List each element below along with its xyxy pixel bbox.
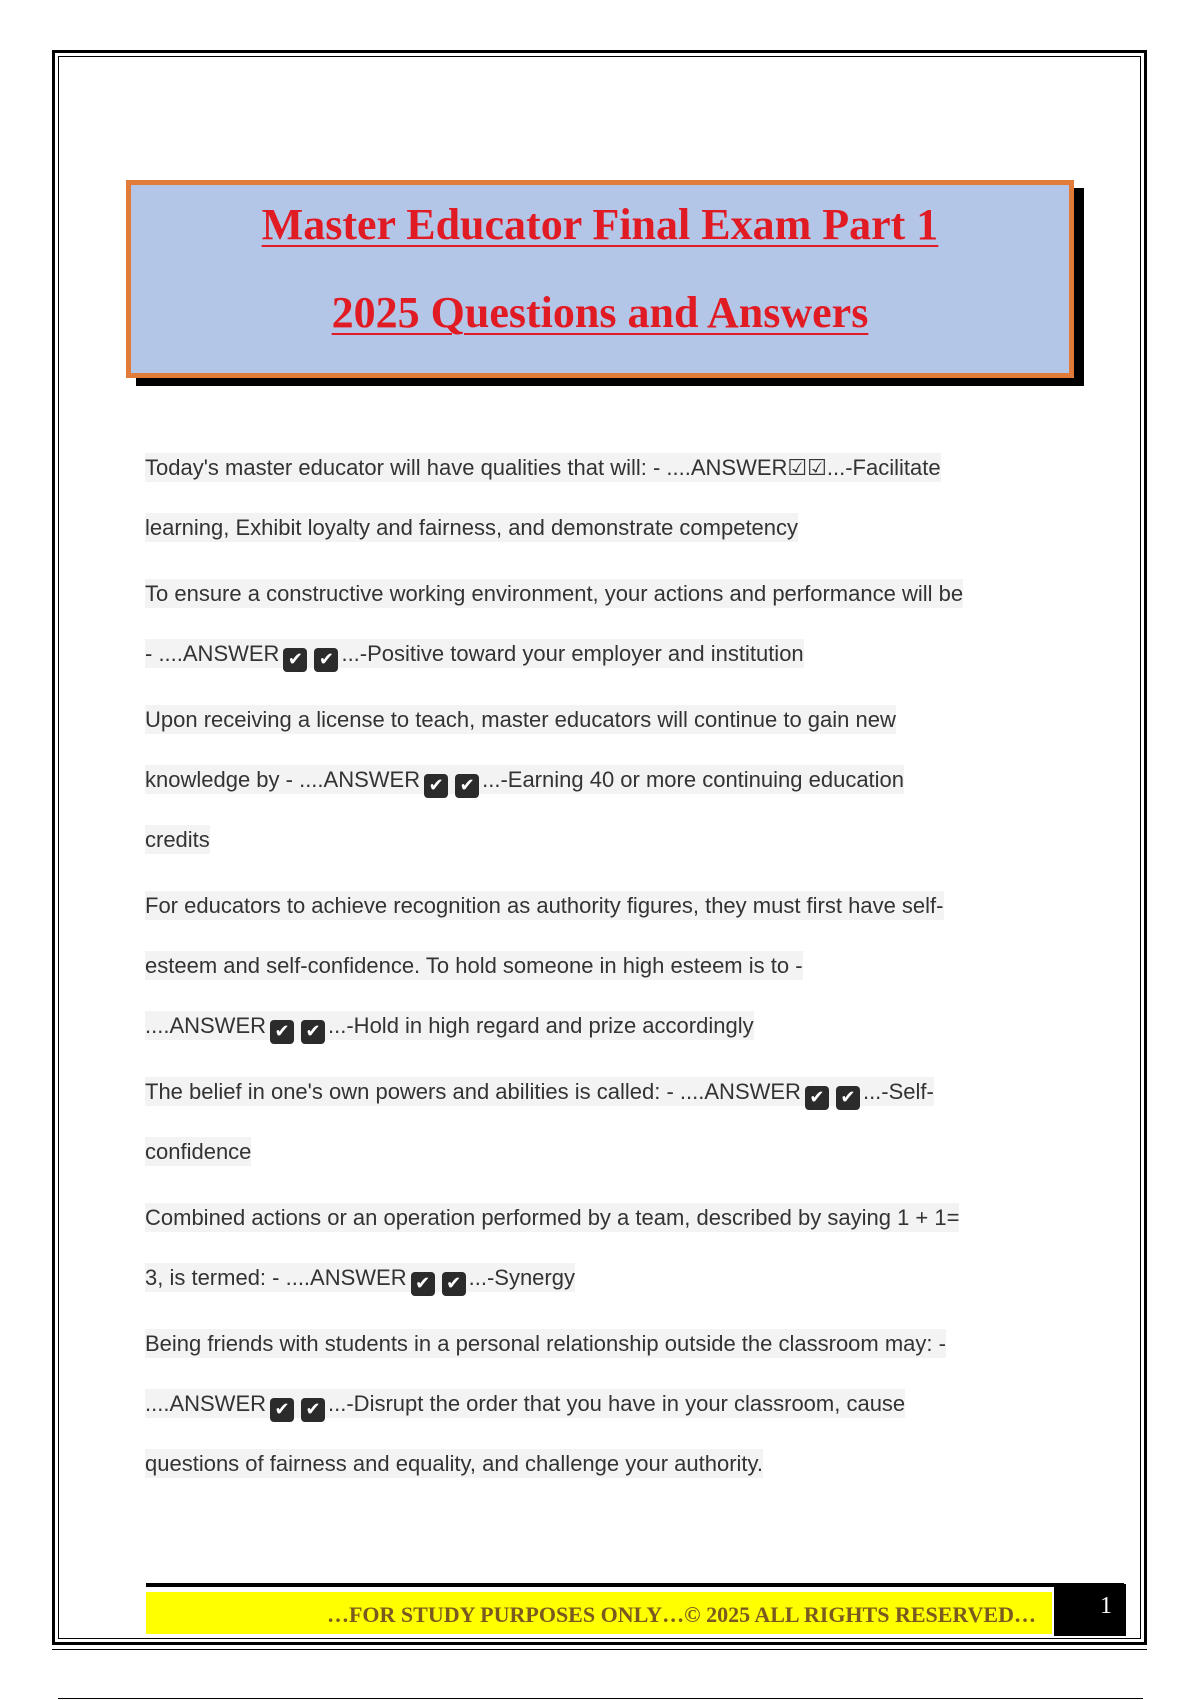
qa-line-text: The belief in one's own powers and abilities is called: - ....ANSWER ✔ ✔ ...-Self- — [145, 1079, 934, 1108]
checkmark-icon: ✔ — [301, 1020, 325, 1044]
qa-line — [145, 1451, 763, 1477]
qa-line — [145, 893, 944, 919]
qa-line — [145, 1139, 251, 1165]
checkmark-icon: ✔ — [836, 1086, 860, 1110]
qa-line-text: ....ANSWER ✔ ✔ ...-Disrupt the order that you have in your classroom, cause — [145, 1391, 906, 1420]
checkmark-icon: ✔ — [301, 1398, 325, 1422]
checkmark-icon: ✔ — [424, 774, 448, 798]
document-title-line-2: 2025 Questions and Answers — [331, 288, 869, 337]
checkmark-icon: ✔ — [270, 1398, 294, 1422]
qa-line — [145, 1331, 946, 1357]
qa-line — [145, 641, 804, 672]
bottom-rule — [52, 1649, 1147, 1650]
bottom-rule-secondary — [58, 1698, 1143, 1699]
qa-line-text: confidence — [145, 1139, 252, 1164]
qa-line — [145, 1205, 959, 1231]
qa-line-text: learning, Exhibit loyalty and fairness, and demonstrate competency — [145, 515, 799, 540]
checkmark-icon: ✔ — [455, 774, 479, 798]
qa-line-text: - ....ANSWER ✔ ✔ ...-Positive toward your employer and institution — [145, 641, 804, 670]
title-box — [126, 180, 1074, 378]
checkmark-icon: ✔ — [805, 1086, 829, 1110]
qa-line-text: ....ANSWER ✔ ✔ ...-Hold in high regard and prize accordingly — [145, 1013, 754, 1042]
qa-line — [145, 1013, 754, 1044]
qa-line — [145, 767, 904, 798]
qa-line-text: 3, is termed: - ....ANSWER ✔ ✔ ...-Synergy — [145, 1265, 575, 1294]
qa-line — [145, 953, 803, 979]
checkmark-icon: ✔ — [442, 1272, 466, 1296]
qa-line-text: Today's master educator will have qualities that will: - ....ANSWER☑☑...-Facilitate — [145, 455, 941, 480]
checkmark-icon: ✔ — [270, 1020, 294, 1044]
qa-line — [145, 707, 896, 733]
qa-line — [145, 515, 798, 541]
page-number: 1 — [1054, 1584, 1126, 1636]
qa-line — [145, 1391, 905, 1422]
qa-line-text: questions of fairness and equality, and challenge your authority. — [145, 1451, 764, 1476]
qa-line-text: knowledge by - ....ANSWER ✔ ✔ ...-Earning 40 or more continuing education — [145, 767, 905, 796]
qa-line-text: esteem and self-confidence. To hold someone in high esteem is to - — [145, 953, 803, 978]
qa-line-text: For educators to achieve recognition as authority figures, they must first have self- — [145, 893, 944, 918]
qa-line-text: credits — [145, 827, 210, 852]
qa-line-text: Upon receiving a license to teach, master educators will continue to gain new — [145, 707, 896, 732]
checkmark-icon: ✔ — [411, 1272, 435, 1296]
qa-line — [145, 1265, 575, 1296]
footer-notice: …FOR STUDY PURPOSES ONLY…© 2025 ALL RIGHTS RESERVED… — [146, 1592, 1052, 1634]
qa-line-text: Being friends with students in a personal relationship outside the classroom may: - — [145, 1331, 946, 1356]
qa-line-text: Combined actions or an operation performed by a team, described by saying 1 + 1= — [145, 1205, 960, 1230]
qa-line-text: To ensure a constructive working environment, your actions and performance will be — [145, 581, 964, 606]
checkmark-icon: ✔ — [314, 648, 338, 672]
footer-rule — [146, 1583, 1124, 1587]
document-title-line-1: Master Educator Final Exam Part 1 — [261, 200, 939, 249]
qa-line — [145, 1079, 934, 1110]
checkmark-icon: ✔ — [283, 648, 307, 672]
qa-line — [145, 455, 941, 481]
qa-line — [145, 581, 963, 607]
qa-line — [145, 827, 210, 853]
